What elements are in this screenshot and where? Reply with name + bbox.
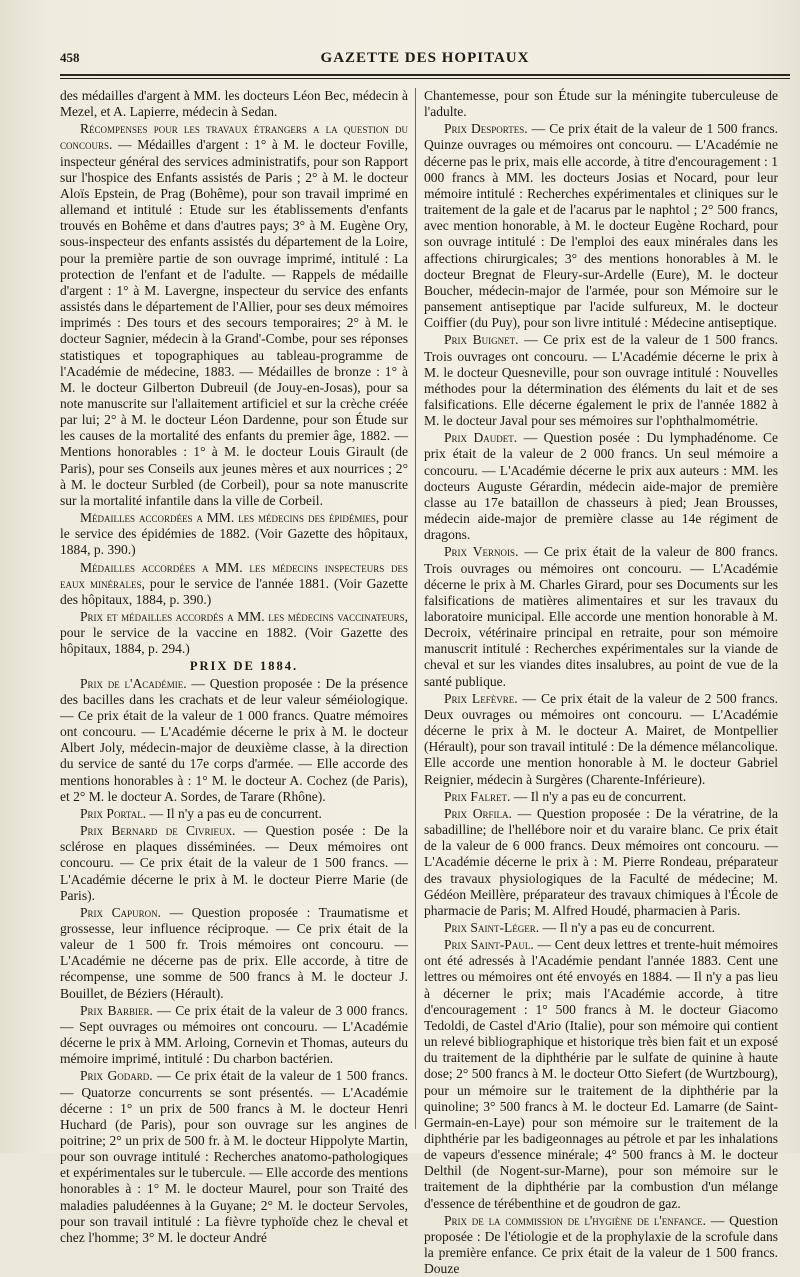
paragraph-text: — Question proposée : De la présence des bacilles dans les crachats et de leur valeur séméiologique. — Ce prix était de la valeur de 1 000 francs. Quatre mémoires ont concouru. — L'Académie décerne le prix à M. le docteur Albert Joly, médecin-major de deuxième classe, à la direction du service de santé du 17e corps d'armée. — Elle accorde des mentions honorables à : 1° M. le docteur A. Cochez (de Paris), et 2° M. le docteur A. Sordes, de Tarare (Rhône). bbox=[60, 675, 408, 804]
paragraph bbox=[424, 937, 778, 1212]
prize-name: Prix Buignet. bbox=[444, 332, 519, 348]
prize-name: Prix Capuron. bbox=[80, 904, 162, 920]
paragraph-text: pour le service de l'année 1881. (Voir Gazette des hôpitaux, 1884, p. 390.) bbox=[60, 575, 408, 607]
paragraph-text: — Ce prix était de la valeur de 1 500 francs. — Quatorze concurrents se sont présentés. — L'Académie décerne : 1° un prix de 500 francs à M. le docteur Henri Huchard (de Paris), pour son ouvrage sur les angines de poitrine; 2° un prix de 500 fr. à M. le docteur Hippolyte Martin, pour son ouvrage intitulé : Recherches anatomo-pathologiques et expérimentales sur le tubercule. — Elle accorde des mentions honorables à : 1° M. le docteur Maurel, pour son Traité des maladies paludéennes à la Guyane; 2° M. le docteur Servoles, pour son travail intitulé : La fièvre typhoïde chez le cheval et chez l'homme; 3° M. le docteur André bbox=[60, 1068, 409, 1245]
paragraph-text: — Médailles d'argent : 1° à M. le docteur Foville, inspecteur général des services administratifs, pour son Rapport sur l'hospice des Enfants assistés de Paris ; 2° à M. le docteur Aloïs Epstein, de Prag (Bohême), pour son travail imprimé en allemand et intitulé : Etude sur les établissements d'enfants trouvés en Bohême et dans d'autres pays; 3° à M. Eugène Ory, sous-inspecteur des enfants assistés du département de la Loire, pour la première partie de son ouvrage imprimé, intitulé : La protection de l'enfant et de l'adulte. — Rappels de médaille d'argent : 1° à M. Lavergne, inspecteur du service des enfants assistés dans le département de l'Allier, pour ses deux mémoires imprimés : Des tours et des secours temporaires; 2° à M. le docteur Sagnier, médecin à la Grand'-Combe, pour ses réponses statistiques et topographiques au tableau-programme de l'Académie de médecine, 1883. — Médailles de bronze : 1° à M. le docteur Gilberton Dubreuil (de Jouy-en-Josas), pour sa note manuscrite sur l'allaitement artificiel et sur la crèche créée par lui; 2° à M. le docteur Léon Dardenne, pour son Étude sur les causes de la mortalité des enfants du premier âge, 1882. — Mentions honorables : 1° à M. le docteur Louis Girault (de Paris), pour ses Conseils aux jeunes mères et aux nourrices ; 2° à M. le docteur Surbled (de Corbeil), pour sa note manuscrite sur la mortalité infantile dans la ville de Corbeil. bbox=[60, 137, 408, 508]
prize-name: Prix Vernois. bbox=[444, 544, 519, 560]
paragraph bbox=[60, 1068, 408, 1246]
section-lead: Récompenses pour les travaux étrangers a la question du concours. bbox=[60, 121, 408, 153]
prize-name: Prix de la commission de l'hygiène de l'enfance. bbox=[444, 1212, 706, 1228]
left-column bbox=[60, 88, 409, 1245]
paragraph-text: — Ce prix était de la valeur de 800 francs. Trois ouvrages ou mémoires ont concouru. — L'Académie décerne le prix à M. Charles Girard, pour ses Documents sur les falsifications de matières alimentaires et sur les travaux du laboratoire municipal. Elle accorde une mention honorable à M. Decroix, vétérinaire principal en retraite, pour son mémoire manuscrit intitulé : Recherches expérimentales sur la viande de cheval et sur les viandes dites insalubres, au point de vue de la santé publique. bbox=[424, 544, 778, 689]
prize-name: Prix Lefèvre. bbox=[444, 690, 518, 706]
section-lead: Médailles accordées a MM. les médecins des épidémies, bbox=[80, 510, 380, 526]
paragraph bbox=[60, 823, 408, 904]
paragraph bbox=[424, 121, 778, 331]
paragraph-text: — Ce prix était de la valeur de 3 000 francs. — Sept ouvrages ou mémoires ont concouru. — L'Académie décerne le prix à MM. Arloing, Cornevin et Thomas, auteurs du mémoire imprimé, intitulé : Du charbon bactérien. bbox=[60, 1002, 408, 1067]
paragraph-text: — Il n'y a pas eu de concurrent. bbox=[146, 805, 322, 821]
paragraph bbox=[60, 560, 408, 608]
prize-name: Prix Portal. bbox=[80, 805, 147, 821]
paragraph bbox=[424, 1213, 778, 1277]
prize-name: Prix Desportes. bbox=[444, 121, 528, 137]
prize-name: Prix Orfila. bbox=[444, 805, 512, 821]
paragraph: Chantemesse, pour son Étude sur la méningite tuberculeuse de l'adulte. bbox=[424, 88, 778, 120]
prize-name: Prix Barbier. bbox=[80, 1002, 153, 1018]
prize-name: Prix Daudet. bbox=[444, 430, 518, 446]
paragraph bbox=[60, 121, 408, 509]
column-divider bbox=[415, 88, 416, 1129]
paragraph bbox=[424, 920, 778, 936]
paragraph bbox=[424, 544, 778, 689]
paragraph bbox=[60, 510, 408, 558]
prize-name: Prix Godard. bbox=[80, 1068, 153, 1084]
paragraph-text: — Ce prix était de la valeur de 1 500 francs. Quinze ouvrages ou mémoires ont concouru. — L'Académie ne décerne pas le prix, mais elle accorde, à titre d'encouragement : 1 000 francs à MM. les docteurs Josias et Nocard, pour leur mémoire intitulé : Recherches expérimentales et cliniques sur le traitement de la gale et de l'acarus par le naphtol ; 2° 500 francs, avec mention honorable, à M. le docteur Eugène Rochard, pour son ouvrage intitulé : De l'emploi des eaux minérales dans les affections chirurgicales; 3° des mentions honorables à M. le docteur Bregnat de Fleury-sur-Ardelle (Eure), M. le docteur Boucher, médecin-major de l'armée, pour son Mémoire sur le pansement antiseptique par l'acide sulfureux, M. le docteur Coiffier (du Puy), pour son livre intitulé : Médecine antiseptique. bbox=[424, 121, 779, 331]
paragraph bbox=[60, 806, 408, 822]
paragraph bbox=[424, 806, 778, 919]
paragraph-text: — Il n'y a pas eu de concurrent. bbox=[510, 788, 687, 804]
prize-name: Prix Bernard de Civrieux. bbox=[80, 823, 236, 839]
paragraph-text: — Question posée : Du lymphadénome. Ce prix était de la valeur de 2 000 francs. Un seul mémoire a concouru. — L'Académie décerne le prix aux auteurs : MM. les docteurs Auguste Gérardin, médecin aide-major de première classe au 17e bataillon de chasseurs à pied; Jean Brousses, médecin aide-major de première classe au 14e régiment de dragons. bbox=[424, 430, 778, 543]
paragraph bbox=[424, 430, 778, 543]
paragraph-text: — Question proposée : De la vératrine, de la sabadilline; de l'hellébore noir et du varaire blanc. Ce prix était de la valeur de 6 000 francs. Deux mémoires ont concouru. — L'Académie décerne le prix à : M. Pierre Rondeau, préparateur des travaux physiologiques de la Faculté de médecine; M. Gédéon Meillère, préparateur des travaux chimiques à l'École de pharmacie de Paris; M. Alfred Houdé, pharmacien à Paris. bbox=[424, 805, 778, 918]
paragraph-text: — Question proposée : De l'étiologie et de la prophylaxie de la scrofule dans la première enfance. Ce prix était de la valeur de 1 500 francs. Douze bbox=[424, 1212, 778, 1277]
prize-name: Prix Falret. bbox=[444, 788, 511, 804]
paragraph-text: — Cent deux lettres et trente-huit mémoires ont été adressés à l'Académie pendant l'année 1883. Cent une lettres ou mémoires ont été envoyés en 1884. — Il n'y a pas lieu à décerner le prix; mais l'Académie accorde, à titre d'encouragement : 1° 500 francs à M. le docteur Giacomo Tedoldi, de Castel d'Ario (Italie), pour son mémoire qui contient un relevé bibliographique et historique très bien fait et un exposé du traitement de la diphthérie par le sulfate de quinine à haute dose; 2° 500 francs à M. le docteur Otto Siefert (de Wurtzbourg), pour un mémoire sur le traitement de la diphthérie par la quinoline; 3° 500 francs à M. le docteur Ed. Lamarre (de Saint-Germain-en-Laye) pour son mémoire sur le traitement de la diphthérie par les badigeonnages au pétrole et par les inhalations de vapeurs d'essence minérale; 4° 500 francs à M. le docteur Delthil (de Nogent-sur-Marne), pour son mémoire sur le traitement de la diphthérie par la combustion d'un mélange d'essence de térébenthine et de goudron de gaz. bbox=[424, 937, 778, 1211]
paragraph-text: — Ce prix est de la valeur de 1 500 francs. Trois ouvrages ont concouru. — L'Académie décerne le prix à M. le docteur Quesneville, pour son ouvrage intitulé : Nouvelles méthodes pour la détermination des éléments du lait et de ses falsifications. Elle décerne également le prix de l'année 1882 à M. le docteur Javal pour ses mémoires sur l'ophthalmométrie. bbox=[424, 332, 778, 429]
header-rule-thick bbox=[60, 74, 790, 76]
section-lead: Médailles accordées a MM. les médecins inspecteurs des eaux minérales, bbox=[60, 559, 408, 591]
paragraph bbox=[424, 691, 778, 788]
page-header bbox=[60, 50, 790, 72]
paragraph bbox=[60, 676, 408, 805]
paragraph bbox=[60, 905, 408, 1002]
paragraph bbox=[60, 1003, 408, 1068]
paragraph bbox=[424, 789, 778, 805]
journal-title: GAZETTE DES HOPITAUX bbox=[320, 50, 530, 66]
prize-name: Prix Saint-Léger. bbox=[444, 919, 540, 935]
paragraph: des médailles d'argent à MM. les docteurs Léon Bec, médecin à Mezel, et A. Lapierre, médecin à Sedan. bbox=[60, 88, 408, 120]
paragraph-text: — Question posée : De la sclérose en plaques disséminées. — Deux mémoires ont concouru. — Ce prix était de la valeur de 1 500 francs. — L'Académie décerne le prix à M. le docteur Pierre Marie (de Paris). bbox=[60, 823, 408, 903]
paragraph bbox=[424, 332, 778, 429]
page-number: 458 bbox=[60, 50, 80, 65]
paragraph-text: — Question proposée : Traumatisme et grossesse, leur influence réciproque. — Ce prix était de la valeur de 1 500 fr. Trois mémoires ont concouru. — L'Académie ne décerne pas de prix. Elle accorde, à titre de récompense, une somme de 500 francs à M. le docteur J. Bouillet, de Béziers (Hérault). bbox=[60, 904, 408, 1001]
paragraph-text: — Il n'y a pas eu de concurrent. bbox=[539, 919, 715, 935]
prize-name: Prix de l'Académie. bbox=[80, 675, 187, 691]
paragraph bbox=[60, 609, 408, 657]
paragraph-text: pour le service de la vaccine en 1882. (Voir Gazette des hôpitaux, 1884, p. 294.) bbox=[60, 625, 408, 657]
prize-name: Prix Saint-Paul. bbox=[444, 937, 534, 953]
right-column bbox=[424, 88, 779, 1277]
section-lead: Prix et médailles accordés a MM. les médecins vaccinateurs, bbox=[80, 609, 408, 624]
section-heading: PRIX DE 1884. bbox=[189, 659, 299, 674]
paragraph-text: — Ce prix était de la valeur de 2 500 francs. Deux ouvrages ou mémoires ont concouru. — L'Académie décerne le prix à M. le docteur A. Mairet, de Montpellier (Hérault), pour son travail intitulé : De la démence mélancolique. Elle accorde une mention honorable à M. le docteur Gabriel Reignier, médecin à Surgères (Charente-Inférieure). bbox=[424, 690, 778, 787]
paragraph-text: pour le service des épidémies de 1882. (Voir Gazette des hôpitaux, 1884, p. 390.) bbox=[60, 510, 409, 558]
header-rule-thin bbox=[60, 78, 790, 79]
